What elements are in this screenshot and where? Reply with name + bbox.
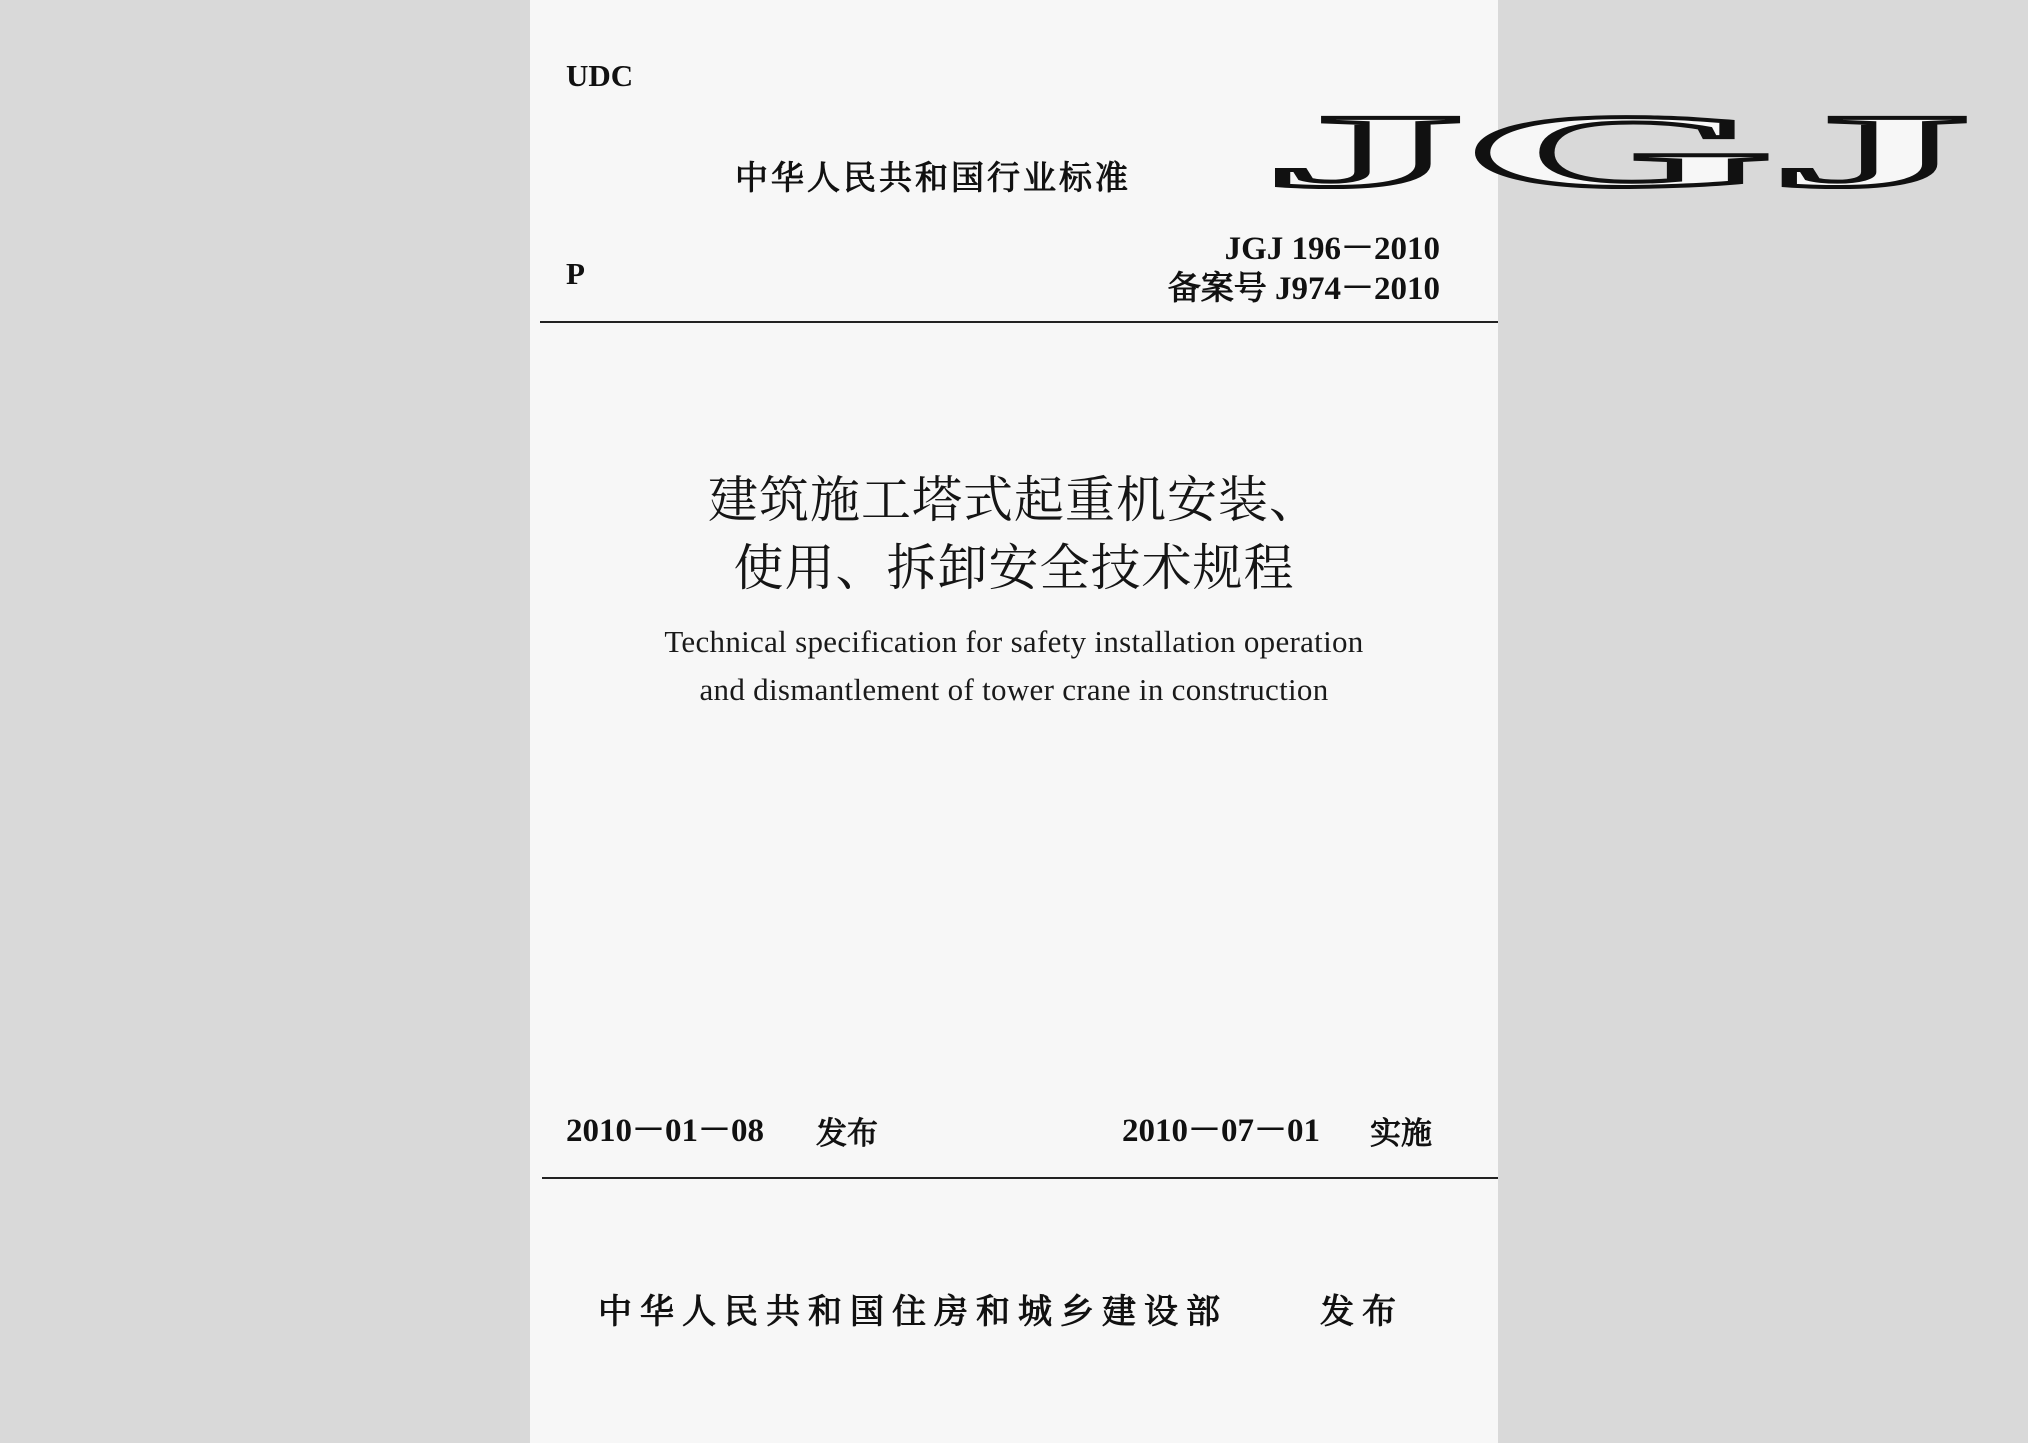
- issuer-label: 发布: [1320, 1292, 1404, 1332]
- document-page: [530, 0, 1970, 1443]
- issue-label: 发布: [816, 1116, 878, 1152]
- title-cn-line1: 建筑施工塔式起重机安装、: [708, 471, 1320, 529]
- record-number: 备案号 J974－2010: [1167, 271, 1440, 307]
- category-label: P: [566, 256, 585, 291]
- jgj-logo: [1265, 100, 1977, 200]
- bottom-divider: [542, 1177, 1498, 1179]
- top-divider: [540, 321, 1498, 323]
- standard-type: 中华人民共和国行业标准: [735, 158, 1131, 197]
- issuer-name: 中华人民共和国住房和城乡建设部: [598, 1292, 1228, 1332]
- standard-code: JGJ 196－2010: [1224, 231, 1440, 267]
- effective-date: 2010－07－01: [1122, 1113, 1320, 1149]
- effective-label: 实施: [1370, 1116, 1432, 1152]
- issue-date: 2010－01－08: [566, 1113, 764, 1149]
- title-en-line1: Technical specification for safety installation operation: [664, 624, 1364, 659]
- svg-text:JGJ: JGJ: [1265, 100, 1970, 200]
- title-cn-line2: 使用、拆卸安全技术规程: [733, 539, 1295, 597]
- title-en-line2: and dismantlement of tower crane in construction: [699, 672, 1329, 707]
- udc-label: UDC: [566, 58, 634, 93]
